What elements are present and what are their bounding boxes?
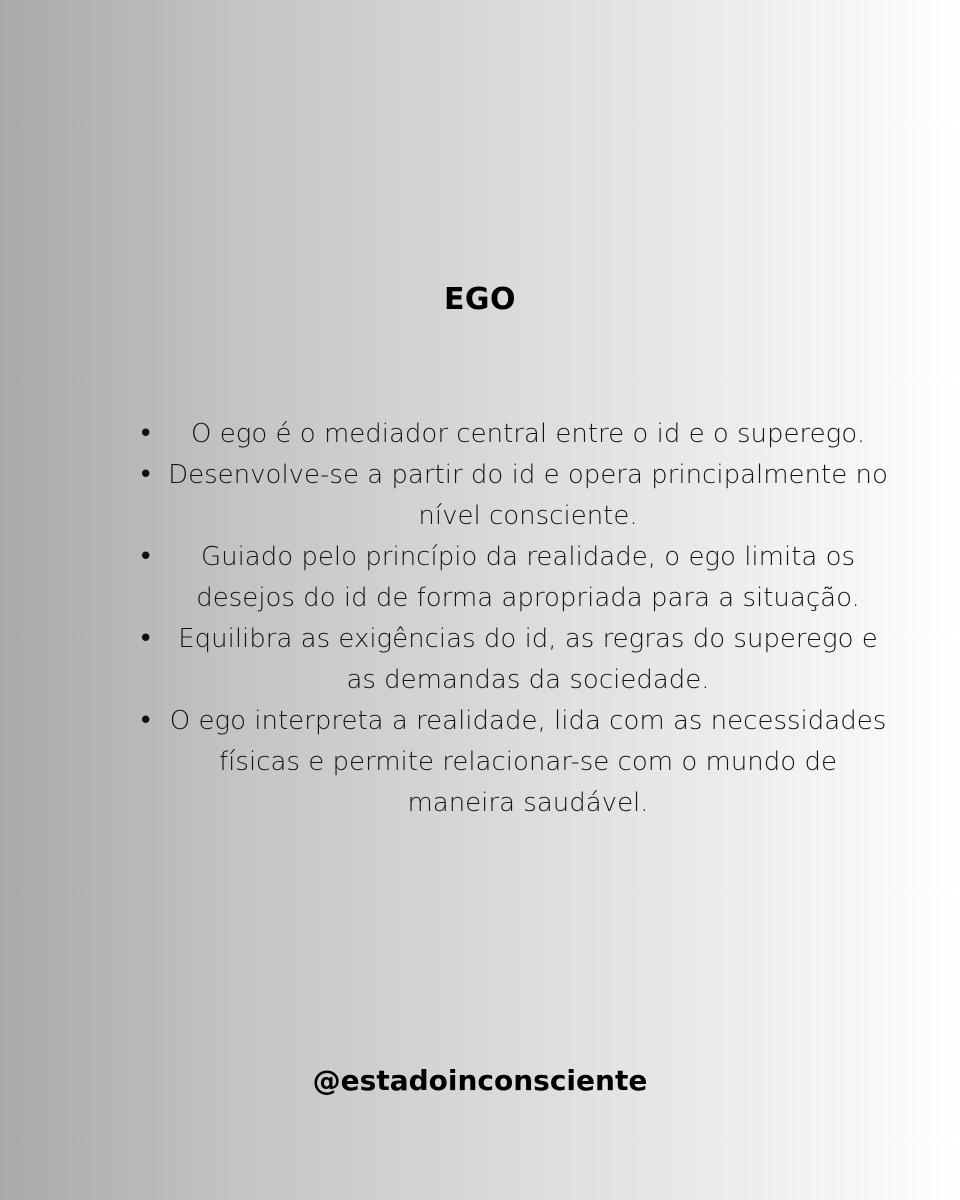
- list-item-text: Equilibra as exigências do id, as regras do superego e as demandas da sociedade.: [178, 624, 878, 695]
- list-item-text: Desenvolve-se a partir do id e opera principalmente no nível consciente.: [168, 460, 888, 531]
- social-handle: @estadoinconsciente: [312, 1064, 648, 1097]
- bullet-icon: •: [138, 624, 154, 654]
- bullet-icon: •: [138, 706, 154, 736]
- bullet-icon: •: [138, 460, 154, 490]
- bullet-icon: •: [138, 542, 154, 572]
- list-item-text: Guiado pelo princípio da realidade, o ego limita os desejos do id de forma apropriada para a situação.: [196, 542, 860, 613]
- list-item: [138, 455, 888, 537]
- list-item: [138, 537, 888, 619]
- list-item: [138, 701, 888, 824]
- page-title: EGO: [443, 282, 517, 317]
- list-item: [138, 619, 888, 701]
- bullet-list: [138, 414, 888, 824]
- list-item-text: O ego é o mediador central entre o id e o superego.: [191, 419, 865, 449]
- list-item-text: O ego interpreta a realidade, lida com as necessidades físicas e permite relacionar-se com o mundo de maneira saudável.: [169, 706, 887, 818]
- list-item: [138, 414, 888, 455]
- bullet-icon: •: [138, 419, 154, 449]
